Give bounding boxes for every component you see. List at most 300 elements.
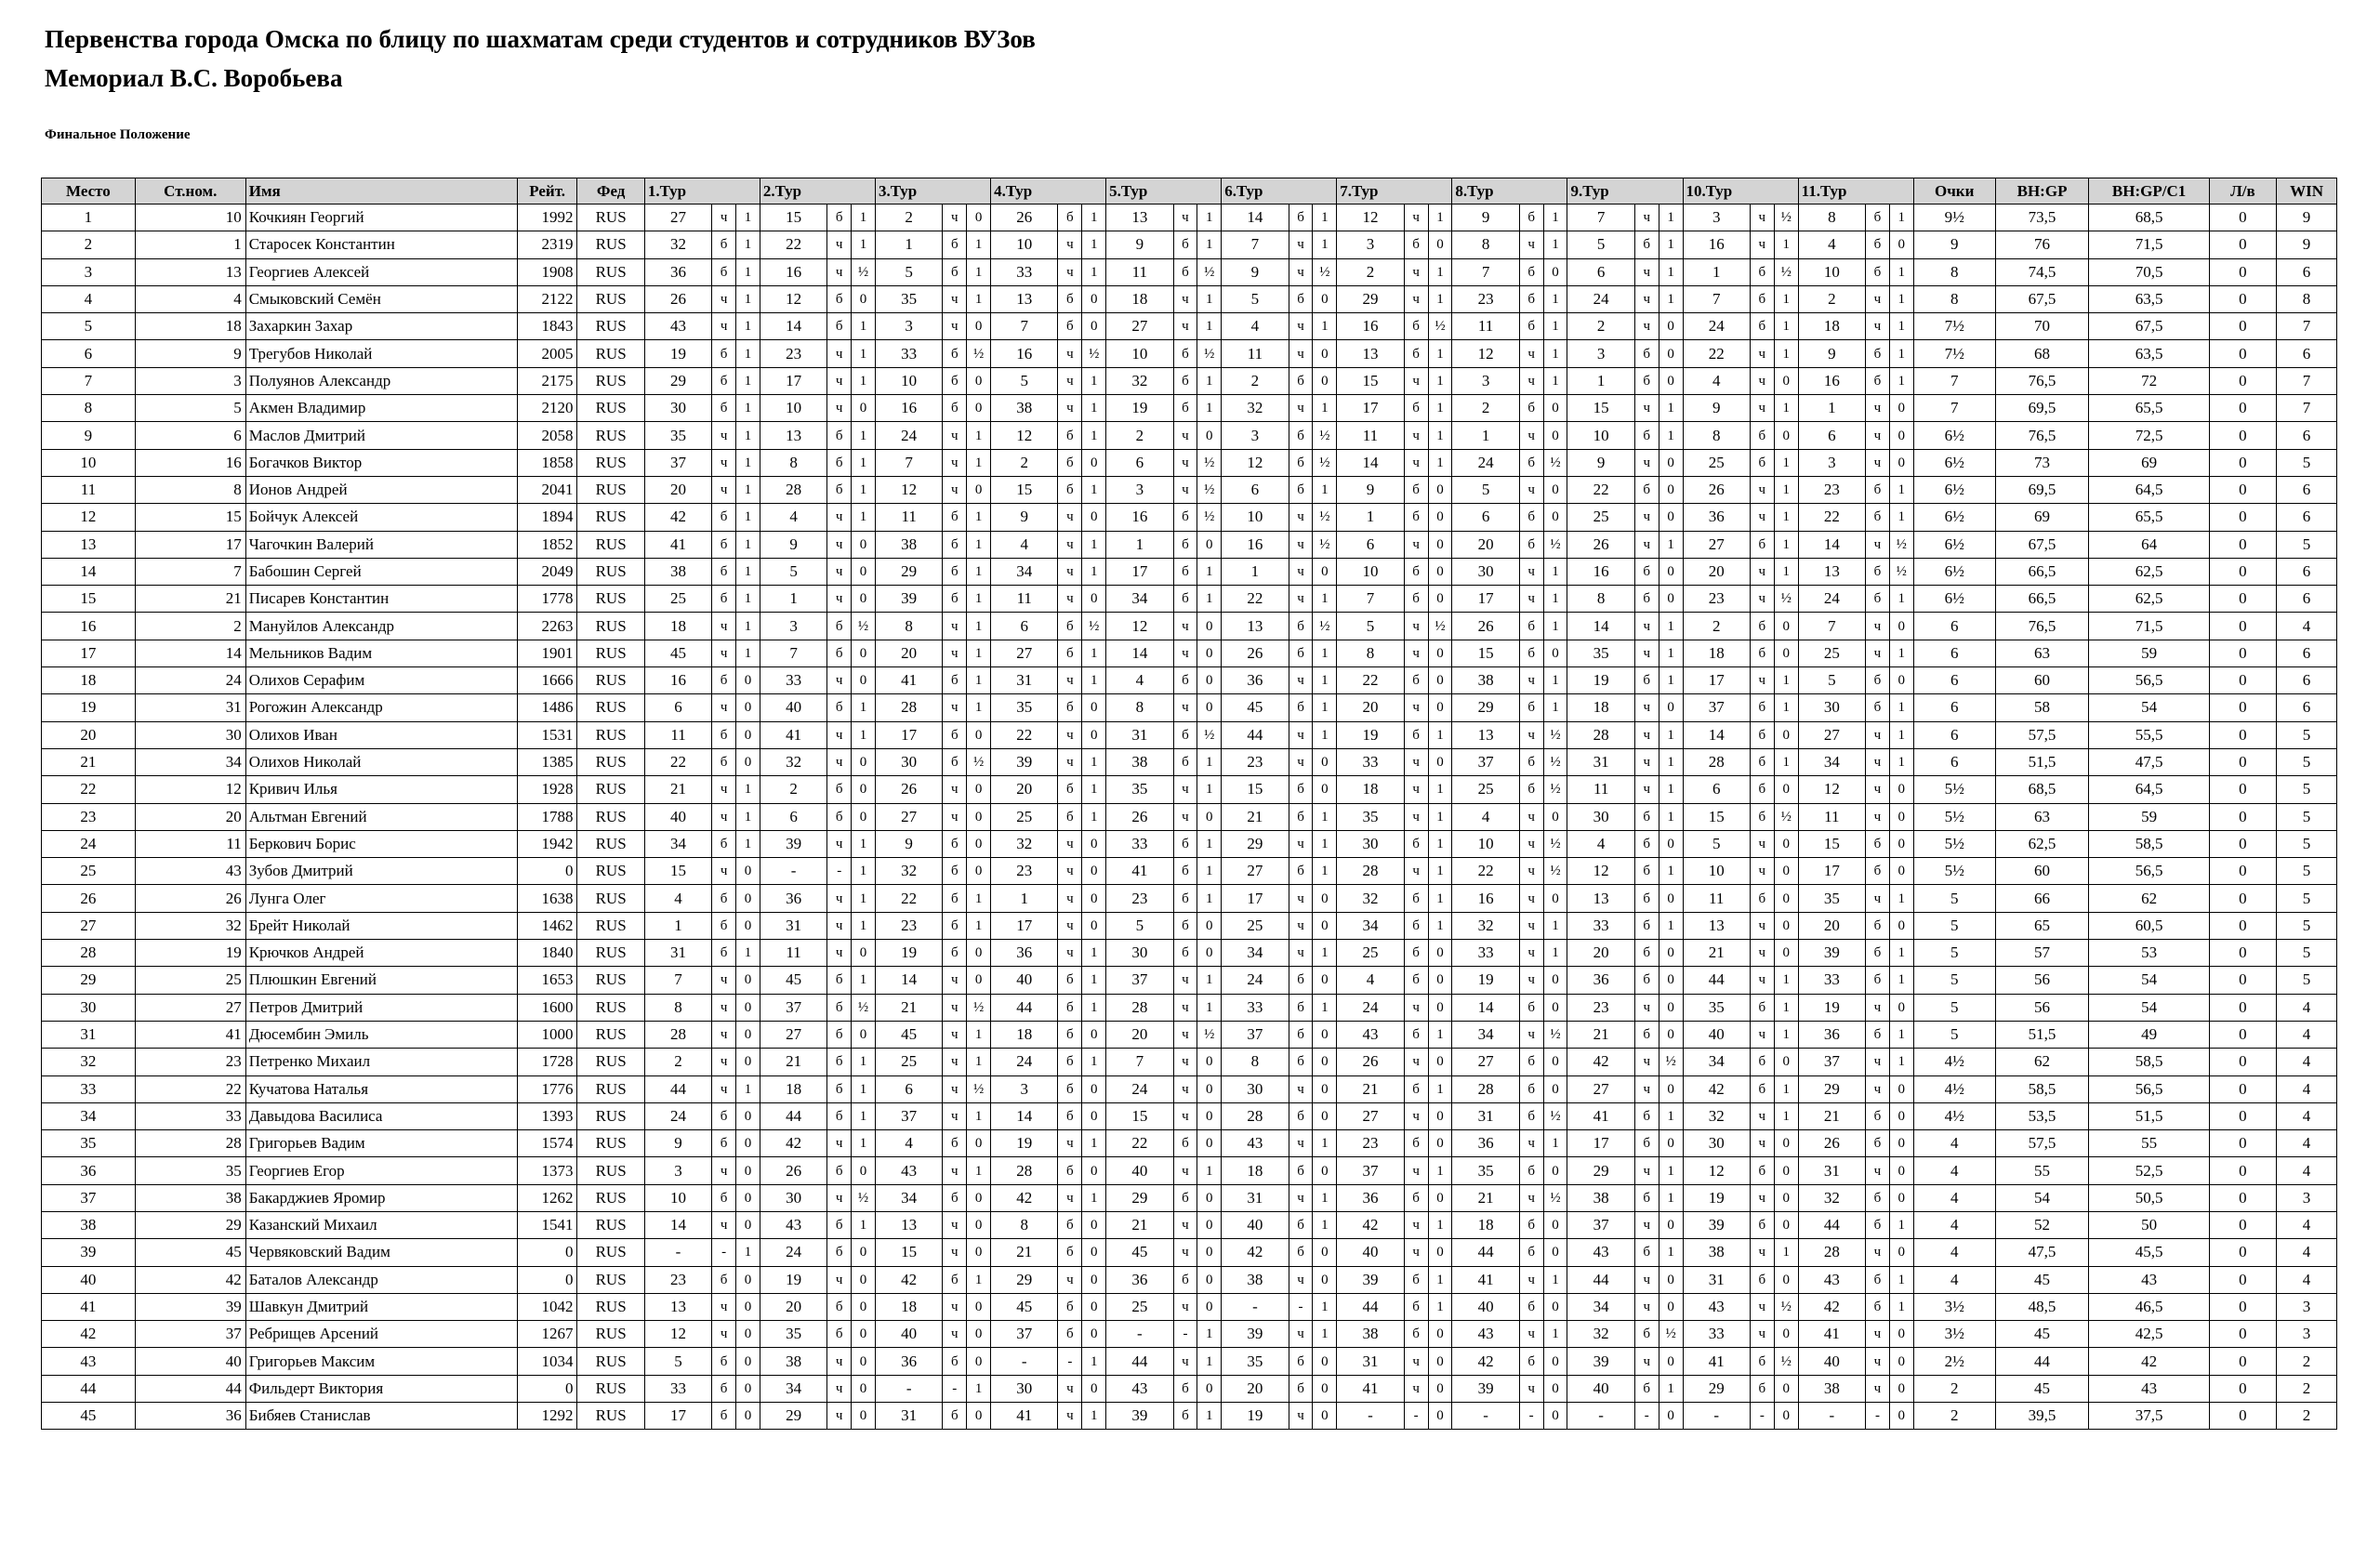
round-color-cell: б bbox=[1173, 231, 1197, 258]
round-color-cell: б bbox=[1750, 531, 1774, 558]
bh-gp-cell: 51,5 bbox=[1995, 748, 2089, 775]
round-opponent-cell: 39 bbox=[1798, 940, 1865, 967]
round-opponent-cell: 17 bbox=[1452, 586, 1519, 613]
round-opponent-cell: 8 bbox=[1567, 586, 1634, 613]
round-color-cell: б bbox=[1404, 313, 1428, 340]
round-color-cell: б bbox=[1289, 1102, 1313, 1129]
round-color-cell: ч bbox=[1289, 748, 1313, 775]
round-result-cell: ½ bbox=[1313, 531, 1337, 558]
points-cell: 4½ bbox=[1913, 1102, 1995, 1129]
round-opponent-cell: 26 bbox=[1798, 1130, 1865, 1157]
lv-cell: 0 bbox=[2209, 395, 2276, 422]
round-result-cell: 1 bbox=[1659, 748, 1683, 775]
round-opponent-cell: 2 bbox=[1683, 613, 1750, 640]
round-result-cell: 0 bbox=[852, 1348, 876, 1375]
round-opponent-cell: 19 bbox=[760, 1266, 826, 1293]
round-color-cell: ч bbox=[712, 313, 736, 340]
round-opponent-cell: 35 bbox=[1452, 1157, 1519, 1184]
round-result-cell: 0 bbox=[1659, 1021, 1683, 1048]
round-result-cell: 1 bbox=[967, 613, 991, 640]
round-result-cell: 0 bbox=[1428, 1130, 1452, 1157]
player-name-cell: Ребрищев Арсений bbox=[245, 1321, 517, 1348]
round-result-cell: 0 bbox=[1313, 776, 1337, 803]
place-cell: 43 bbox=[42, 1348, 136, 1375]
round-result-cell: 0 bbox=[1774, 1403, 1798, 1430]
round-result-cell: 1 bbox=[736, 830, 760, 857]
column-header-bh-gp-c1: BH:GP/C1 bbox=[2089, 178, 2209, 205]
round-opponent-cell: 8 bbox=[644, 994, 711, 1021]
start-number-cell: 12 bbox=[135, 776, 245, 803]
round-result-cell: 1 bbox=[852, 1102, 876, 1129]
round-opponent-cell: 4 bbox=[1567, 830, 1634, 857]
round-opponent-cell: 6 bbox=[644, 694, 711, 721]
round-result-cell: 0 bbox=[1197, 912, 1222, 939]
round-result-cell: 1 bbox=[1889, 258, 1913, 285]
round-color-cell: - bbox=[1058, 1348, 1082, 1375]
round-result-cell: 1 bbox=[736, 395, 760, 422]
round-opponent-cell: 1 bbox=[991, 885, 1058, 912]
round-color-cell: ч bbox=[827, 395, 852, 422]
round-result-cell: 1 bbox=[1659, 258, 1683, 285]
round-result-cell: 0 bbox=[1659, 313, 1683, 340]
round-opponent-cell: 39 bbox=[1222, 1321, 1289, 1348]
table-row bbox=[42, 940, 2337, 967]
round-color-cell: б bbox=[1750, 313, 1774, 340]
round-result-cell: 1 bbox=[736, 231, 760, 258]
round-result-cell: 1 bbox=[1428, 422, 1452, 449]
start-number-cell: 17 bbox=[135, 531, 245, 558]
round-color-cell: б bbox=[827, 1075, 852, 1102]
round-color-cell: ч bbox=[1866, 1049, 1890, 1075]
round-result-cell: 1 bbox=[1889, 1211, 1913, 1238]
bh-gp-c1-cell: 42 bbox=[2089, 1348, 2209, 1375]
round-color-cell: б bbox=[1750, 803, 1774, 830]
round-opponent-cell: - bbox=[760, 858, 826, 885]
round-color-cell: ч bbox=[1866, 748, 1890, 775]
round-color-cell: б bbox=[1289, 640, 1313, 666]
round-color-cell: б bbox=[1866, 205, 1890, 231]
round-color-cell: б bbox=[943, 721, 967, 748]
lv-cell: 0 bbox=[2209, 858, 2276, 885]
round-result-cell: 1 bbox=[1774, 694, 1798, 721]
round-opponent-cell: 41 bbox=[1337, 1375, 1404, 1402]
round-color-cell: ч bbox=[1866, 1375, 1890, 1402]
rating-cell: 1267 bbox=[517, 1321, 577, 1348]
bh-gp-c1-cell: 52,5 bbox=[2089, 1157, 2209, 1184]
standings-table bbox=[41, 178, 2337, 1430]
round-result-cell: 1 bbox=[1774, 531, 1798, 558]
round-result-cell: 0 bbox=[1543, 1211, 1567, 1238]
round-color-cell: б bbox=[712, 1266, 736, 1293]
round-result-cell: ½ bbox=[1543, 1102, 1567, 1129]
round-color-cell: б bbox=[1634, 367, 1659, 394]
round-opponent-cell: 23 bbox=[1567, 994, 1634, 1021]
round-color-cell: б bbox=[1173, 395, 1197, 422]
table-row bbox=[42, 667, 2337, 694]
round-opponent-cell: 10 bbox=[1337, 558, 1404, 585]
player-name-cell: Георгиев Алексей bbox=[245, 258, 517, 285]
round-color-cell: - bbox=[712, 1239, 736, 1266]
start-number-cell: 1 bbox=[135, 231, 245, 258]
player-name-cell: Лунга Олег bbox=[245, 885, 517, 912]
start-number-cell: 31 bbox=[135, 694, 245, 721]
round-opponent-cell: 19 bbox=[1337, 721, 1404, 748]
round-opponent-cell: 5 bbox=[1222, 285, 1289, 312]
round-opponent-cell: 41 bbox=[1452, 1266, 1519, 1293]
bh-gp-c1-cell: 70,5 bbox=[2089, 258, 2209, 285]
federation-cell: RUS bbox=[577, 667, 644, 694]
round-color-cell: ч bbox=[1634, 285, 1659, 312]
round-opponent-cell: 31 bbox=[1798, 1157, 1865, 1184]
round-color-cell: ч bbox=[1634, 694, 1659, 721]
round-result-cell: 1 bbox=[1774, 748, 1798, 775]
points-cell: 6 bbox=[1913, 667, 1995, 694]
round-result-cell: 1 bbox=[1889, 640, 1913, 666]
round-color-cell: б bbox=[1519, 994, 1543, 1021]
round-opponent-cell: 19 bbox=[1452, 967, 1519, 994]
round-color-cell: ч bbox=[1404, 258, 1428, 285]
round-opponent-cell: 16 bbox=[1337, 313, 1404, 340]
round-color-cell: ч bbox=[1404, 285, 1428, 312]
round-opponent-cell: 10 bbox=[1567, 422, 1634, 449]
place-cell: 23 bbox=[42, 803, 136, 830]
round-result-cell: 1 bbox=[1082, 422, 1106, 449]
lv-cell: 0 bbox=[2209, 1321, 2276, 1348]
round-result-cell: 0 bbox=[1774, 1184, 1798, 1211]
round-opponent-cell: 4 bbox=[1222, 313, 1289, 340]
round-color-cell: ч bbox=[1634, 1075, 1659, 1102]
round-color-cell: б bbox=[1519, 694, 1543, 721]
round-color-cell: ч bbox=[1866, 803, 1890, 830]
round-opponent-cell: 40 bbox=[1452, 1293, 1519, 1320]
round-result-cell: 0 bbox=[1428, 231, 1452, 258]
player-name-cell: Мельников Вадим bbox=[245, 640, 517, 666]
bh-gp-c1-cell: 63,5 bbox=[2089, 340, 2209, 367]
win-cell: 8 bbox=[2277, 285, 2337, 312]
bh-gp-c1-cell: 37,5 bbox=[2089, 1403, 2209, 1430]
round-opponent-cell: 13 bbox=[1452, 721, 1519, 748]
start-number-cell: 39 bbox=[135, 1293, 245, 1320]
round-opponent-cell: 33 bbox=[1222, 994, 1289, 1021]
round-opponent-cell: - bbox=[1798, 1403, 1865, 1430]
round-result-cell: 1 bbox=[1543, 313, 1567, 340]
round-result-cell: 0 bbox=[1428, 476, 1452, 503]
table-row bbox=[42, 885, 2337, 912]
round-color-cell: ч bbox=[1750, 231, 1774, 258]
round-result-cell: 1 bbox=[1659, 613, 1683, 640]
win-cell: 5 bbox=[2277, 858, 2337, 885]
round-opponent-cell: 19 bbox=[991, 1130, 1058, 1157]
round-opponent-cell: 11 bbox=[1798, 803, 1865, 830]
round-opponent-cell: 44 bbox=[1337, 1293, 1404, 1320]
round-result-cell: 1 bbox=[1428, 1075, 1452, 1102]
round-opponent-cell: 5 bbox=[1106, 912, 1173, 939]
round-opponent-cell: 13 bbox=[991, 285, 1058, 312]
federation-cell: RUS bbox=[577, 205, 644, 231]
federation-cell: RUS bbox=[577, 1021, 644, 1048]
round-color-cell: б bbox=[1404, 721, 1428, 748]
round-color-cell: б bbox=[1058, 1157, 1082, 1184]
round-opponent-cell: 2 bbox=[1222, 367, 1289, 394]
round-opponent-cell: 35 bbox=[1222, 1348, 1289, 1375]
place-cell: 36 bbox=[42, 1157, 136, 1184]
round-opponent-cell: 31 bbox=[1106, 721, 1173, 748]
round-opponent-cell: 31 bbox=[1567, 748, 1634, 775]
round-result-cell: 0 bbox=[1659, 694, 1683, 721]
round-color-cell: ч bbox=[1519, 1266, 1543, 1293]
table-row bbox=[42, 1049, 2337, 1075]
round-color-cell: ч bbox=[712, 1075, 736, 1102]
start-number-cell: 24 bbox=[135, 667, 245, 694]
round-color-cell: б bbox=[1058, 1321, 1082, 1348]
round-color-cell: ч bbox=[1289, 1403, 1313, 1430]
round-result-cell: 0 bbox=[852, 640, 876, 666]
table-row bbox=[42, 422, 2337, 449]
points-cell: 4 bbox=[1913, 1130, 1995, 1157]
points-cell: 9 bbox=[1913, 231, 1995, 258]
round-result-cell: 0 bbox=[1428, 748, 1452, 775]
round-opponent-cell: 5 bbox=[644, 1348, 711, 1375]
round-opponent-cell: 1 bbox=[875, 231, 942, 258]
round-opponent-cell: 42 bbox=[875, 1266, 942, 1293]
round-opponent-cell: 38 bbox=[1798, 1375, 1865, 1402]
lv-cell: 0 bbox=[2209, 1075, 2276, 1102]
start-number-cell: 15 bbox=[135, 504, 245, 531]
round-result-cell: 0 bbox=[1197, 803, 1222, 830]
round-opponent-cell: 22 bbox=[1798, 504, 1865, 531]
round-opponent-cell: 13 bbox=[1798, 558, 1865, 585]
column-header-fed: Фед bbox=[577, 178, 644, 205]
round-result-cell: 1 bbox=[1659, 422, 1683, 449]
round-color-cell: б bbox=[1173, 1375, 1197, 1402]
win-cell: 6 bbox=[2277, 258, 2337, 285]
round-result-cell: 0 bbox=[736, 1130, 760, 1157]
round-result-cell: 0 bbox=[1313, 1239, 1337, 1266]
round-result-cell: 0 bbox=[852, 776, 876, 803]
round-opponent-cell: 8 bbox=[1106, 694, 1173, 721]
round-result-cell: 0 bbox=[736, 1021, 760, 1048]
player-name-cell: Богачков Виктор bbox=[245, 449, 517, 476]
round-result-cell: ½ bbox=[852, 258, 876, 285]
round-result-cell: 0 bbox=[1313, 1157, 1337, 1184]
round-color-cell: б bbox=[1750, 640, 1774, 666]
round-color-cell: ч bbox=[1519, 912, 1543, 939]
round-color-cell: б bbox=[1404, 940, 1428, 967]
round-opponent-cell: 10 bbox=[1452, 830, 1519, 857]
round-color-cell: б bbox=[1058, 776, 1082, 803]
win-cell: 4 bbox=[2277, 1130, 2337, 1157]
round-color-cell: б bbox=[712, 1348, 736, 1375]
round-opponent-cell: 11 bbox=[1222, 340, 1289, 367]
round-result-cell: 0 bbox=[1082, 858, 1106, 885]
round-opponent-cell: 34 bbox=[1222, 940, 1289, 967]
round-color-cell: б bbox=[1289, 205, 1313, 231]
start-number-cell: 7 bbox=[135, 558, 245, 585]
federation-cell: RUS bbox=[577, 1184, 644, 1211]
round-opponent-cell: 8 bbox=[1798, 205, 1865, 231]
round-opponent-cell: 37 bbox=[1106, 967, 1173, 994]
points-cell: 5½ bbox=[1913, 776, 1995, 803]
round-color-cell: ч bbox=[712, 285, 736, 312]
round-opponent-cell: - bbox=[1567, 1403, 1634, 1430]
round-result-cell: 1 bbox=[1197, 205, 1222, 231]
round-result-cell: 0 bbox=[1889, 994, 1913, 1021]
round-color-cell: ч bbox=[712, 422, 736, 449]
points-cell: 7 bbox=[1913, 367, 1995, 394]
round-color-cell: ч bbox=[1058, 940, 1082, 967]
round-opponent-cell: 38 bbox=[991, 395, 1058, 422]
start-number-cell: 28 bbox=[135, 1130, 245, 1157]
points-cell: 4 bbox=[1913, 1211, 1995, 1238]
round-color-cell: ч bbox=[943, 1321, 967, 1348]
round-result-cell: 1 bbox=[967, 885, 991, 912]
round-result-cell: 1 bbox=[852, 1130, 876, 1157]
round-color-cell: ч bbox=[1058, 586, 1082, 613]
round-color-cell: б bbox=[827, 476, 852, 503]
round-opponent-cell: 41 bbox=[875, 667, 942, 694]
round-opponent-cell: 33 bbox=[1567, 912, 1634, 939]
federation-cell: RUS bbox=[577, 285, 644, 312]
round-opponent-cell: 16 bbox=[1567, 558, 1634, 585]
win-cell: 6 bbox=[2277, 476, 2337, 503]
round-opponent-cell: 44 bbox=[760, 1102, 826, 1129]
round-opponent-cell: 32 bbox=[1106, 367, 1173, 394]
round-opponent-cell: 1 bbox=[1106, 531, 1173, 558]
bh-gp-cell: 76,5 bbox=[1995, 613, 2089, 640]
round-result-cell: 1 bbox=[852, 830, 876, 857]
rating-cell: 2058 bbox=[517, 422, 577, 449]
round-opponent-cell: 37 bbox=[1452, 748, 1519, 775]
round-result-cell: 0 bbox=[967, 205, 991, 231]
round-opponent-cell: 2 bbox=[1567, 313, 1634, 340]
table-header-row bbox=[42, 178, 2337, 205]
round-result-cell: 1 bbox=[852, 912, 876, 939]
lv-cell: 0 bbox=[2209, 912, 2276, 939]
round-result-cell: 1 bbox=[1774, 1239, 1798, 1266]
round-opponent-cell: 20 bbox=[1567, 940, 1634, 967]
table-row bbox=[42, 586, 2337, 613]
round-opponent-cell: 33 bbox=[875, 340, 942, 367]
win-cell: 5 bbox=[2277, 830, 2337, 857]
round-result-cell: 1 bbox=[1197, 367, 1222, 394]
round-color-cell: б bbox=[943, 1130, 967, 1157]
player-name-cell: Кучатова Наталья bbox=[245, 1075, 517, 1102]
round-result-cell: 0 bbox=[1543, 1348, 1567, 1375]
round-color-cell: б bbox=[1750, 748, 1774, 775]
place-cell: 6 bbox=[42, 340, 136, 367]
round-result-cell: 1 bbox=[736, 476, 760, 503]
round-color-cell: ч bbox=[1173, 1293, 1197, 1320]
round-result-cell: 1 bbox=[1197, 1157, 1222, 1184]
start-number-cell: 19 bbox=[135, 940, 245, 967]
round-result-cell: 1 bbox=[1313, 640, 1337, 666]
round-result-cell: 1 bbox=[1659, 721, 1683, 748]
round-opponent-cell: 15 bbox=[644, 858, 711, 885]
round-opponent-cell: 1 bbox=[1567, 367, 1634, 394]
round-opponent-cell: 9 bbox=[1567, 449, 1634, 476]
round-color-cell: ч bbox=[712, 858, 736, 885]
round-opponent-cell: 27 bbox=[1567, 1075, 1634, 1102]
round-result-cell: 0 bbox=[1197, 531, 1222, 558]
round-result-cell: ½ bbox=[1197, 449, 1222, 476]
round-result-cell: 0 bbox=[1197, 1102, 1222, 1129]
round-color-cell: б bbox=[1404, 586, 1428, 613]
round-opponent-cell: 28 bbox=[1222, 1102, 1289, 1129]
round-color-cell: б bbox=[712, 748, 736, 775]
rating-cell: 1393 bbox=[517, 1102, 577, 1129]
win-cell: 4 bbox=[2277, 613, 2337, 640]
round-opponent-cell: 22 bbox=[1567, 476, 1634, 503]
round-result-cell: 1 bbox=[1889, 1293, 1913, 1320]
round-opponent-cell: 17 bbox=[875, 721, 942, 748]
round-opponent-cell: 15 bbox=[760, 205, 826, 231]
round-result-cell: 1 bbox=[736, 340, 760, 367]
round-result-cell: ½ bbox=[1774, 258, 1798, 285]
round-color-cell: ч bbox=[1058, 1403, 1082, 1430]
round-color-cell: б bbox=[1404, 340, 1428, 367]
round-opponent-cell: 4 bbox=[760, 504, 826, 531]
round-opponent-cell: 19 bbox=[1798, 994, 1865, 1021]
round-result-cell: 1 bbox=[1197, 748, 1222, 775]
win-cell: 6 bbox=[2277, 667, 2337, 694]
round-opponent-cell: 3 bbox=[991, 1075, 1058, 1102]
round-opponent-cell: 5 bbox=[1452, 476, 1519, 503]
round-opponent-cell: 30 bbox=[1222, 1075, 1289, 1102]
rating-cell: 2175 bbox=[517, 367, 577, 394]
bh-gp-cell: 39,5 bbox=[1995, 1403, 2089, 1430]
round-result-cell: 0 bbox=[1082, 1239, 1106, 1266]
round-color-cell: ч bbox=[1404, 803, 1428, 830]
round-opponent-cell: 18 bbox=[760, 1075, 826, 1102]
bh-gp-cell: 67,5 bbox=[1995, 531, 2089, 558]
round-result-cell: 0 bbox=[1889, 613, 1913, 640]
round-opponent-cell: 22 bbox=[875, 885, 942, 912]
round-opponent-cell: 6 bbox=[760, 803, 826, 830]
round-opponent-cell: 30 bbox=[644, 395, 711, 422]
round-opponent-cell: 8 bbox=[1683, 422, 1750, 449]
place-cell: 31 bbox=[42, 1021, 136, 1048]
round-opponent-cell: 6 bbox=[1337, 531, 1404, 558]
round-color-cell: ч bbox=[1404, 1348, 1428, 1375]
points-cell: 6 bbox=[1913, 721, 1995, 748]
round-color-cell: ч bbox=[1058, 667, 1082, 694]
round-color-cell: б bbox=[712, 912, 736, 939]
round-result-cell: 0 bbox=[1313, 558, 1337, 585]
round-opponent-cell: 7 bbox=[1222, 231, 1289, 258]
win-cell: 7 bbox=[2277, 395, 2337, 422]
round-color-cell: ч bbox=[1866, 613, 1890, 640]
round-opponent-cell: 1 bbox=[1798, 395, 1865, 422]
round-opponent-cell: 35 bbox=[760, 1321, 826, 1348]
federation-cell: RUS bbox=[577, 231, 644, 258]
round-opponent-cell: 17 bbox=[991, 912, 1058, 939]
round-opponent-cell: 24 bbox=[875, 422, 942, 449]
start-number-cell: 29 bbox=[135, 1211, 245, 1238]
win-cell: 6 bbox=[2277, 558, 2337, 585]
bh-gp-cell: 76,5 bbox=[1995, 422, 2089, 449]
round-result-cell: 1 bbox=[1659, 231, 1683, 258]
round-opponent-cell: 9 bbox=[1452, 205, 1519, 231]
round-color-cell: ч bbox=[1289, 667, 1313, 694]
round-opponent-cell: 11 bbox=[1683, 885, 1750, 912]
round-result-cell: 0 bbox=[736, 1102, 760, 1129]
round-opponent-cell: 10 bbox=[875, 367, 942, 394]
round-color-cell: ч bbox=[943, 449, 967, 476]
round-color-cell: ч bbox=[1404, 1211, 1428, 1238]
round-opponent-cell: 9 bbox=[1683, 395, 1750, 422]
round-opponent-cell: 41 bbox=[1683, 1348, 1750, 1375]
round-result-cell: ½ bbox=[1543, 858, 1567, 885]
